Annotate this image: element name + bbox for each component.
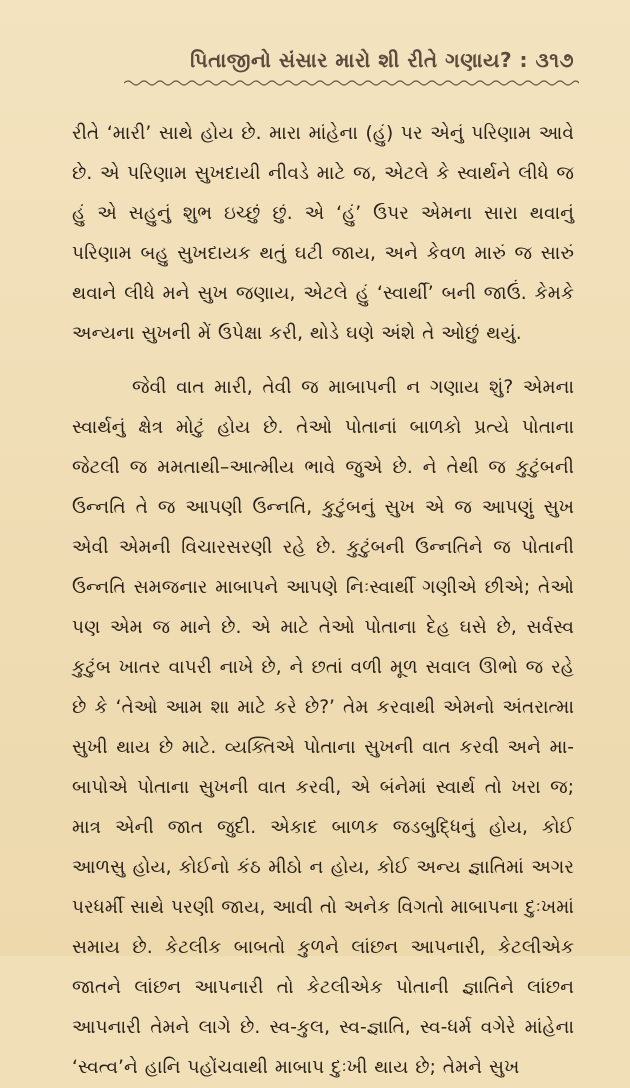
running-title: પિતાજીનો સંસાર મારો શી રીતે ગણાય? : ૩૧૭: [190, 48, 574, 72]
paragraph-2: જેવી વાત મારી, તેવી જ માબાપની ન ગણાય શું? એમના સ્વાર્થનું ક્ષેત્ર મોટું હોય છે. તેઓ પોતાનાં બાળકો પ્રત્યે પોતાના જેટલી જ મમતાથી–આત્મીય ભાવે જુએ છે. ને તેથી જ કુટુંબની ઉન્નતિ તે જ આપણી ઉન્નતિ, કુટુંબનું સુખ એ જ આપણું સુખ એવી એમની વિચારસરણી રહે છે. કુટુંબની ઉન્નતિને જ પોતાની ઉન્નતિ સમજનાર માબાપને આપણે નિઃસ્વાર્થી ગણીએ છીએ; તેઓ પણ એમ જ માને છે. એ માટે તેઓ પોતાના દેહ ઘસે છે, સર્વસ્વ કુટુંબ ખાતર વાપરી નાખે છે, ને છતાં વળી મૂળ સવાલ ઊભો જ રહે છે કે ‘તેઓ આમ શા માટે કરે છે?’ તેમ કરવાથી એમનો અંતરાત્મા સુખી થાય છે માટે. વ્યક્તિએ પોતાના સુખની વાત કરવી અને મા-બાપોએ પોતાના સુખની વાત કરવી, એ બંનેમાં સ્વાર્થ તો ખરા જ; માત્ર એની જાત જુદી. એકાદ બાળક જડબુદ્ધિનું હોય, કોઈ આળસુ હોય, કોઈનો કંઠ મીઠો ન હોય, કોઈ અન્ય જ્ઞાતિમાં અગર પરધર્મી સાથે પરણી જાય, આવી તો અનેક વિગતો માબાપના દુઃખમાં સમાય છે. કેટલીક બાબતો કુળને લાંછન આપનારી, કેટલીએક જાતને લાંછન આપનારી તો કેટલીએક પોતાની જ્ઞાતિને લાંછન આપનારી તેમને લાગે છે. સ્વ-કુલ, સ્વ-જ્ઞાતિ, સ્વ-ધર્મ વગેરે માંહેના ‘સ્વત્વ’ને હાનિ પહોંચવાથી માબાપ દુઃખી થાય છે; તેમને સુખ: [72, 377, 574, 1078]
body-text: [72, 114, 574, 1088]
page-header: [72, 36, 574, 72]
wavy-rule: [124, 78, 579, 88]
paragraph-1: રીતે ‘મારી’ સાથે હોય છે. મારા માંહેના (હું) પર એનું પરિણામ આવે છે. એ પરિણામ સુખદાયી નીવડે માટે જ, એટલે કે સ્વાર્થને લીધે જ હું એ સહુનું શુભ ઇચ્છું છું. એ ‘હું’ ઉપર એમના સારા થવાનું પરિણામ બહુ સુખદાયક થતું ઘટી જાય, અને કેવળ મારું જ સારું થવાને લીધે મને સુખ જણાય, એટલે હું ‘સ્વાર્થી’ બની જાઉં. કેમકે અન્યના સુખની મેં ઉપેક્ષા કરી, થોડે ઘણે અંશે તે ઓછું થયું.: [72, 123, 574, 344]
